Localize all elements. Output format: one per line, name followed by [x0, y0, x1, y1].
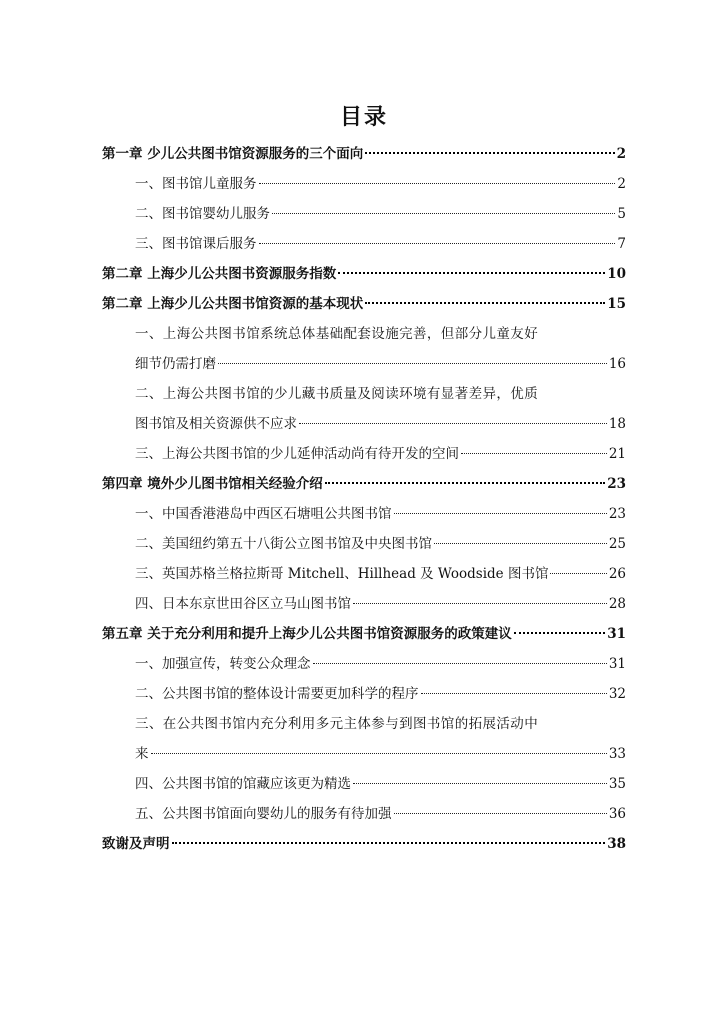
- table-of-contents: [102, 139, 626, 859]
- toc-section[interactable]: 五、公共图书馆面向婴幼儿的服务有待加强 36: [135, 806, 626, 822]
- toc-section-wrapped[interactable]: 二、上海公共图书馆的少儿藏书质量及阅读环境有显著差异，优质 图书馆及相关资源供不应求 18: [135, 386, 626, 432]
- toc-section-wrapped[interactable]: 一、上海公共图书馆系统总体基础配套设施完善，但部分儿童友好 细节仍需打磨 16: [135, 326, 626, 372]
- toc-section[interactable]: 二、美国纽约第五十八街公立图书馆及中央图书馆 25: [135, 536, 626, 552]
- toc-section[interactable]: 三、英国苏格兰格拉斯哥 Mitchell、Hillhead 及 Woodside 图书馆 26: [135, 566, 626, 582]
- toc-section[interactable]: 四、公共图书馆的馆藏应该更为精选 35: [135, 776, 626, 792]
- toc-section[interactable]: 三、上海公共图书馆的少儿延伸活动尚有待开发的空间 21: [135, 446, 626, 462]
- toc-chapter-3[interactable]: 第二章 上海少儿公共图书馆资源的基本现状 15: [102, 296, 626, 312]
- toc-section[interactable]: 四、日本东京世田谷区立马山图书馆 28: [135, 596, 626, 612]
- toc-section[interactable]: 三、图书馆课后服务 7: [135, 236, 626, 252]
- toc-acknowledgements[interactable]: 致谢及声明 38: [102, 836, 626, 852]
- toc-section[interactable]: 一、加强宣传，转变公众理念 31: [135, 656, 626, 672]
- toc-chapter-5[interactable]: 第五章 关于充分利用和提升上海少儿公共图书馆资源服务的政策建议 31: [102, 626, 626, 642]
- toc-chapter-4[interactable]: 第四章 境外少儿图书馆相关经验介绍 23: [102, 476, 626, 492]
- toc-chapter-2[interactable]: 第二章 上海少儿公共图书资源服务指数 10: [102, 266, 626, 282]
- toc-chapter-1[interactable]: 第一章 少儿公共图书馆资源服务的三个面向 2: [102, 146, 626, 162]
- toc-section[interactable]: 二、图书馆婴幼儿服务 5: [135, 206, 626, 222]
- toc-section[interactable]: 一、中国香港港岛中西区石塘咀公共图书馆 23: [135, 506, 626, 522]
- toc-section-wrapped[interactable]: 三、在公共图书馆内充分利用多元主体参与到图书馆的拓展活动中 来 33: [135, 716, 626, 762]
- toc-section[interactable]: 一、图书馆儿童服务 2: [135, 176, 626, 192]
- page-title: 目录: [339, 104, 388, 130]
- toc-section[interactable]: 二、公共图书馆的整体设计需要更加科学的程序 32: [135, 686, 626, 702]
